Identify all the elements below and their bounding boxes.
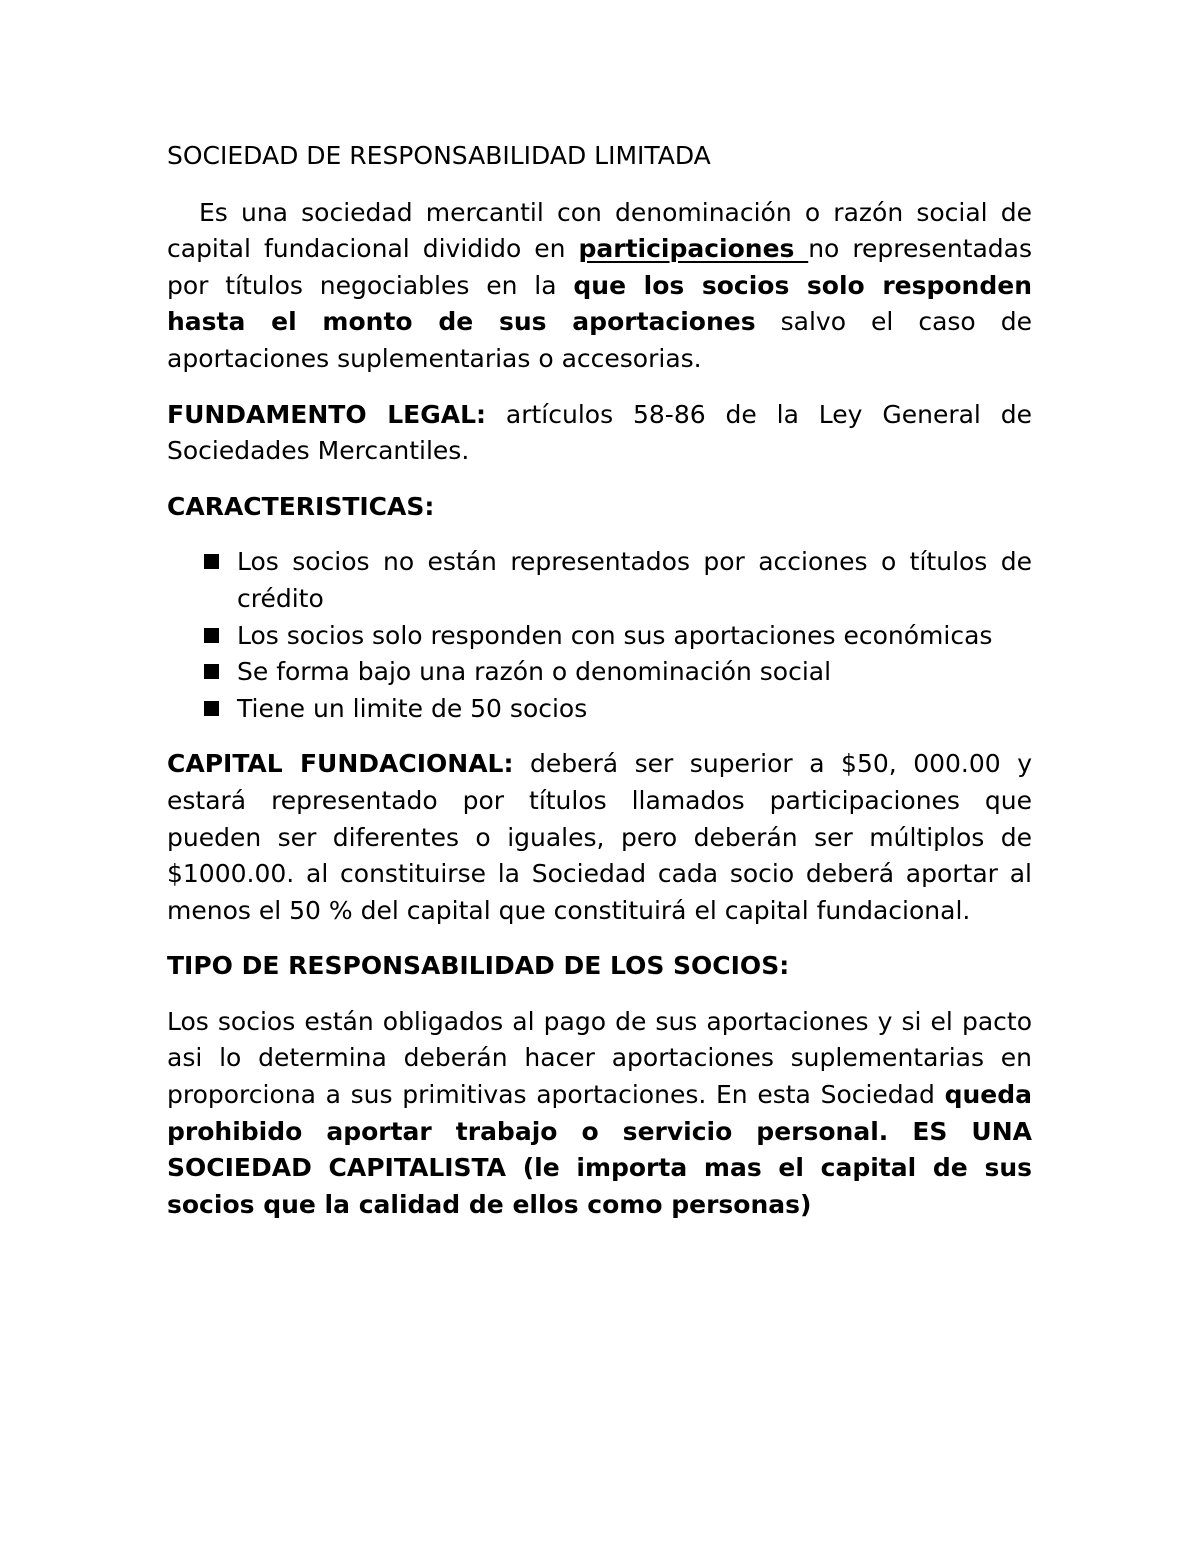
square-bullet-icon	[204, 664, 219, 679]
fundamento-legal-label: FUNDAMENTO LEGAL:	[167, 399, 487, 429]
list-item	[167, 544, 1032, 617]
list-item-text: Se forma bajo una razón o denominación social	[237, 657, 832, 687]
caracteristicas-list	[167, 544, 1032, 727]
intro-term-participaciones: participaciones	[578, 234, 809, 264]
fundamento-legal-text: artículos 58-86 de la Ley General de Sociedades Mercantiles.	[167, 399, 1032, 466]
intro-text-5: salvo el caso de aportaciones suplementarias o accesorias.	[167, 307, 1032, 373]
responsabilidad-paragraph	[167, 1004, 1032, 1224]
list-item-text: Tiene un limite de 50 socios	[237, 693, 588, 723]
capital-fundacional-text: deberá ser superior a $50, 000.00 y estará representado por títulos llamados participaciones que pueden ser diferentes o iguales, pero deberán ser múltiplos de $1000.00. al constituirse la Sociedad cada socio deberá aportar al menos el 50 % del capital que constituirá el capital fundacional.	[167, 749, 1032, 925]
document-title: SOCIEDAD DE RESPONSABILIDAD LIMITADA	[167, 141, 711, 170]
square-bullet-icon	[204, 701, 219, 716]
list-item-text: Los socios solo responden con sus aportaciones económicas	[237, 620, 993, 650]
list-item-text: Los socios no están representados por acciones o títulos de crédito	[237, 547, 1032, 613]
fundamento-legal-paragraph	[167, 397, 1032, 470]
square-bullet-icon	[204, 554, 219, 569]
responsabilidad-heading: TIPO DE RESPONSABILIDAD DE LOS SOCIOS:	[167, 951, 790, 981]
document-page	[167, 138, 1032, 1242]
responsabilidad-text: Los socios están obligados al pago de sus aportaciones y si el pacto asi lo determina deberán hacer aportaciones suplementarias en proporciona a sus primitivas aportaciones. En esta Sociedad	[167, 1006, 1032, 1110]
caracteristicas-heading: CARACTERISTICAS:	[167, 491, 435, 521]
list-item	[167, 691, 1032, 728]
list-item	[167, 654, 1032, 691]
intro-text-3: no representadas por títulos negociables en la	[167, 234, 1032, 300]
capital-fundacional-paragraph	[167, 746, 1032, 929]
intro-text-1: Es una sociedad mercantil con denominación o razón social de capital fundacional dividido en	[167, 197, 1032, 264]
list-item	[167, 618, 1032, 655]
capital-fundacional-label: CAPITAL FUNDACIONAL:	[167, 749, 514, 779]
responsabilidad-emphasis: queda prohibido aportar trabajo o servicio personal. ES UNA SOCIEDAD CAPITALISTA (le importa mas el capital de sus socios que la calidad de ellos como personas)	[167, 1080, 1032, 1219]
square-bullet-icon	[204, 628, 219, 643]
intro-paragraph	[167, 195, 1032, 378]
intro-emphasis: que los socios solo responden hasta el monto de sus aportaciones	[167, 270, 1033, 337]
